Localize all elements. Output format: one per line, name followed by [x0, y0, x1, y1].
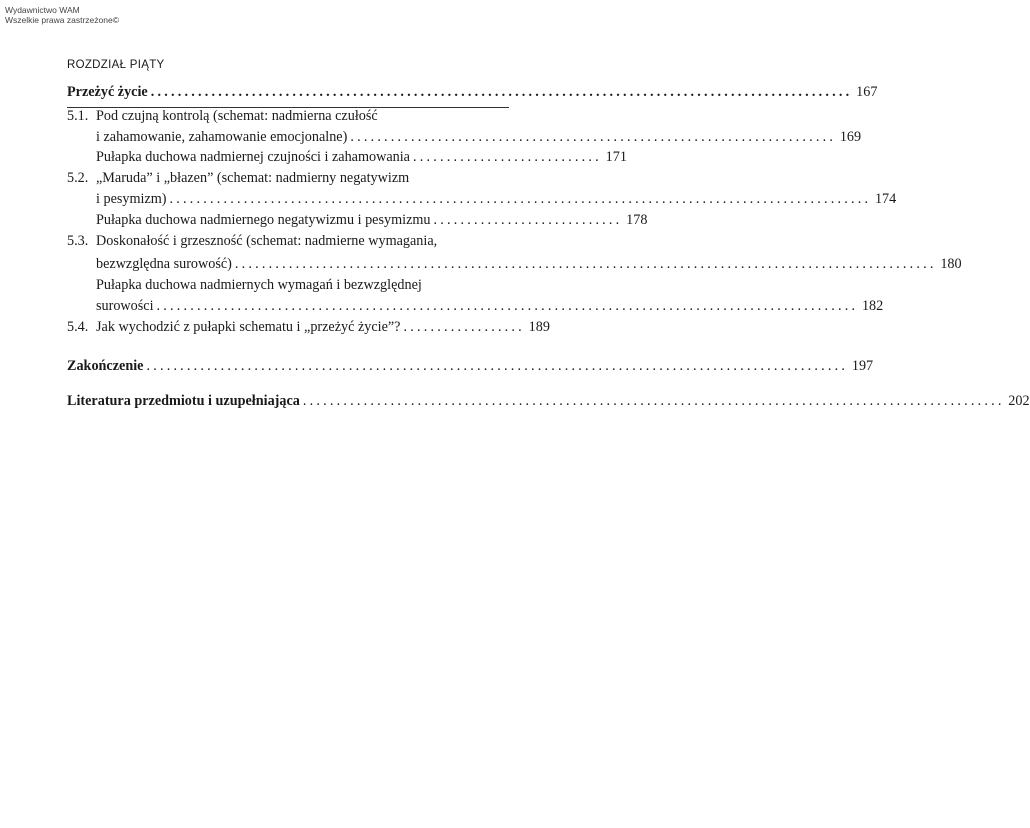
toc-entry-5-1-cont[interactable]	[67, 129, 862, 149]
toc-entry-5-3-cont[interactable]	[67, 256, 962, 276]
leader-dots: ........................................................................	[350, 129, 837, 145]
toc-subentry-5-3[interactable]	[67, 277, 509, 297]
chapter-title: Przeżyć życie	[67, 84, 148, 100]
leader-dots: ........................................................................................................	[302, 393, 1005, 409]
page-number: 167	[856, 84, 878, 100]
subentry-title: Pułapka duchowa nadmiernego negatywizmu i pesymizmu	[96, 212, 431, 228]
page-number: 202	[1008, 393, 1030, 409]
toc-subentry-5-3-cont[interactable]	[67, 298, 884, 318]
toc-entry-chapter-title[interactable]	[67, 84, 878, 104]
leader-dots: ........................................................................................................	[234, 256, 937, 272]
watermark-publisher: Wydawnictwo WAM	[5, 5, 80, 15]
toc-entry-5-2-cont[interactable]	[67, 191, 897, 211]
section-title-line2: bezwzględna surowość)	[96, 256, 232, 272]
leader-dots: ............................	[433, 212, 623, 228]
toc-entry-5-1[interactable]	[67, 108, 509, 128]
subentry-title-line2: surowości	[96, 298, 154, 314]
leader-dots: ............................	[412, 149, 602, 165]
toc-entry-5-3[interactable]	[67, 233, 509, 253]
subentry-title-line1: Pułapka duchowa nadmiernych wymagań i bezwzględnej	[96, 277, 422, 293]
section-number: 5.1.	[67, 108, 89, 124]
page-number: 169	[839, 129, 862, 145]
page-number: 178	[626, 212, 648, 228]
watermark-copyright: Wszelkie prawa zastrzeżone©	[5, 15, 119, 25]
page-number: 189	[528, 319, 550, 335]
leader-dots: ........................................................................................................	[169, 191, 872, 207]
toc-entry-5-2[interactable]	[67, 170, 509, 190]
bibliography-title: Literatura przedmiotu i uzupełniająca	[67, 393, 300, 409]
section-title: Jak wychodzić z pułapki schematu i „przeżyć życie”?	[96, 319, 401, 335]
section-number: 5.2.	[67, 170, 89, 186]
leader-dots: ........................................................................................................	[150, 84, 853, 100]
page-number: 174	[874, 191, 897, 207]
leader-dots: ..................	[403, 319, 525, 335]
section-number: 5.3.	[67, 233, 89, 249]
page-number: 182	[861, 298, 884, 314]
section-title-line1: „Maruda” i „błazen” (schemat: nadmierny negatywizm	[96, 170, 410, 186]
toc-entry-5-4[interactable]	[67, 319, 550, 339]
page-number: 180	[940, 256, 962, 272]
toc-entry-closing[interactable]	[67, 358, 874, 378]
toc-subentry-5-2[interactable]	[67, 212, 648, 232]
page-number: 197	[851, 358, 874, 374]
section-title-line1: Pod czujną kontrolą (schemat: nadmierna czułość	[96, 108, 378, 124]
toc-entry-bibliography[interactable]	[67, 393, 1030, 413]
toc-subentry-5-1[interactable]	[67, 149, 627, 169]
section-number: 5.4.	[67, 319, 89, 335]
leader-dots: ........................................................................................................	[146, 358, 849, 374]
section-title-line2: i zahamowanie, zahamowanie emocjonalne)	[96, 129, 348, 145]
page-number: 171	[605, 149, 627, 165]
watermark	[5, 5, 119, 25]
leader-dots: ........................................................................................................	[156, 298, 859, 314]
section-title-line2: i pesymizm)	[96, 191, 167, 207]
section-title-line1: Doskonałość i grzeszność (schemat: nadmierne wymagania,	[96, 233, 438, 249]
subentry-title: Pułapka duchowa nadmiernej czujności i zahamowania	[96, 149, 410, 165]
closing-title: Zakończenie	[67, 358, 144, 374]
chapter-label: ROZDZIAŁ PIĄTY	[67, 59, 165, 71]
